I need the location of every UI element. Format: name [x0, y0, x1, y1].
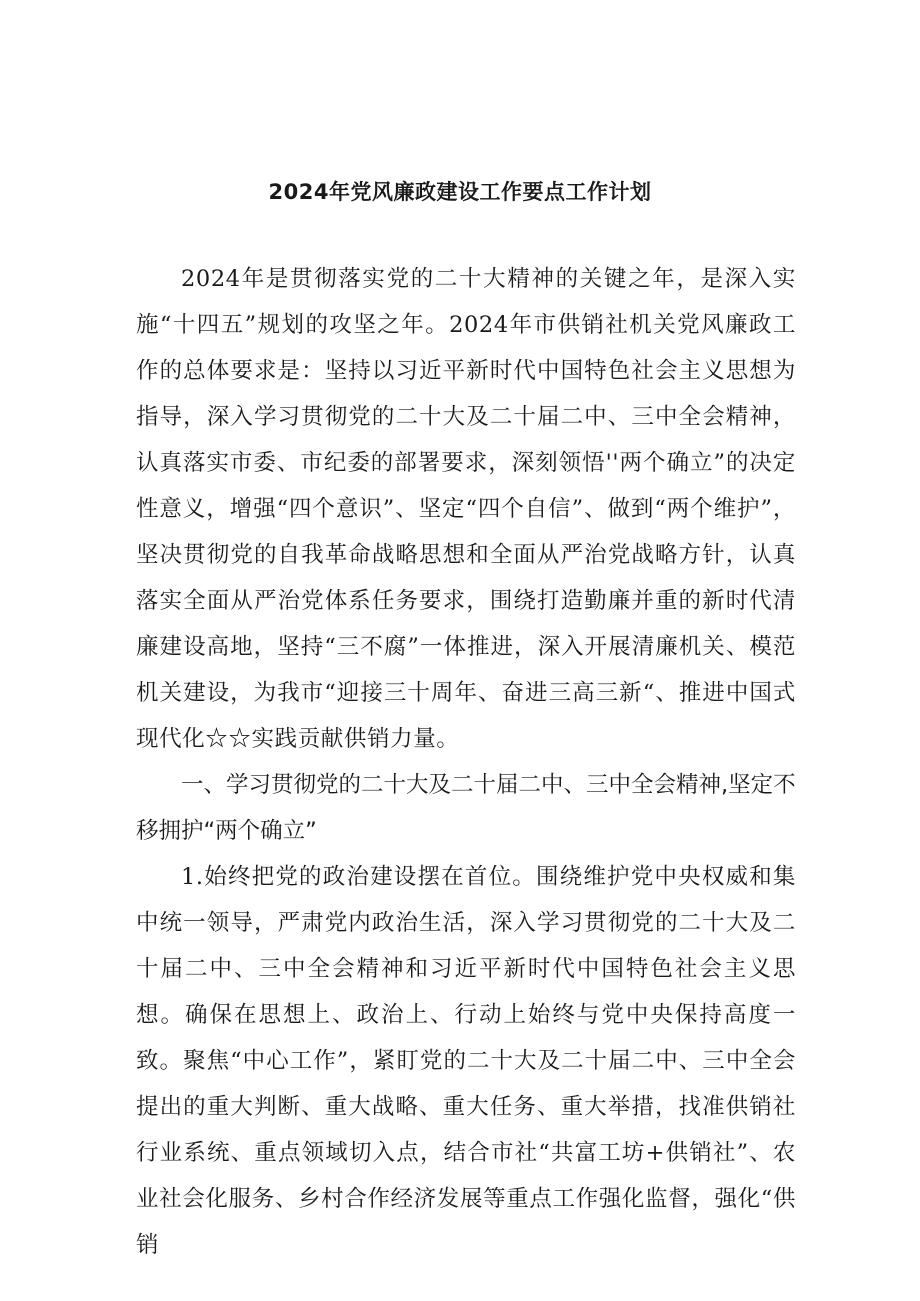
document-body: [136, 256, 796, 1268]
document-title: 2024年党风廉政建设工作要点工作计划: [268, 180, 652, 204]
section-1-heading: 一、学习贯彻党的二十大及二十届二中、三中全会精神,坚定不移拥护“两个确立”: [136, 772, 796, 844]
intro-paragraph: 2024年是贯彻落实党的二十大精神的关键之年，是深入实施“十四五”规划的攻坚之年。2024年市供销社机关党风廉政工作的总体要求是：坚持以习近平新时代中国特色社会主义思想为指导，深入学习贯彻党的二十大及二十届二中、三中全会精神，认真落实市委、市纪委的部署要求，深刻领悟''两个确立”的决定性意义，增强“四个意识”、坚定“四个自信”、做到“两个维护”，坚决贯彻党的自我革命战略思想和全面从严治党战略方针，认真落实全面从严治党体系任务要求，围绕打造勤廉并重的新时代清廉建设高地，坚持“三不腐”一体推进，深入开展清廉机关、模范机关建设，为我市“迎接三十周年、奋进三高三新“、推进中国式现代化☆☆实践贡献供销力量。: [136, 266, 796, 752]
item-1-paragraph: 1.始终把党的政治建设摆在首位。围绕维护党中央权威和集中统一领导，严肃党内政治生活，深入学习贯彻党的二十大及二十届二中、三中全会精神和习近平新时代中国特色社会主义思想。确保在思想上、政治上、行动上始终与党中央保持高度一致。聚焦“中心工作”，紧盯党的二十大及二十届二中、三中全会提出的重大判断、重大战略、重大任务、重大举措，找准供销社行业系统、重点领域切入点，结合市社“共富工坊+供销社”、农业社会化服务、乡村合作经济发展等重点工作强化监督，强化“供销: [136, 864, 796, 1258]
